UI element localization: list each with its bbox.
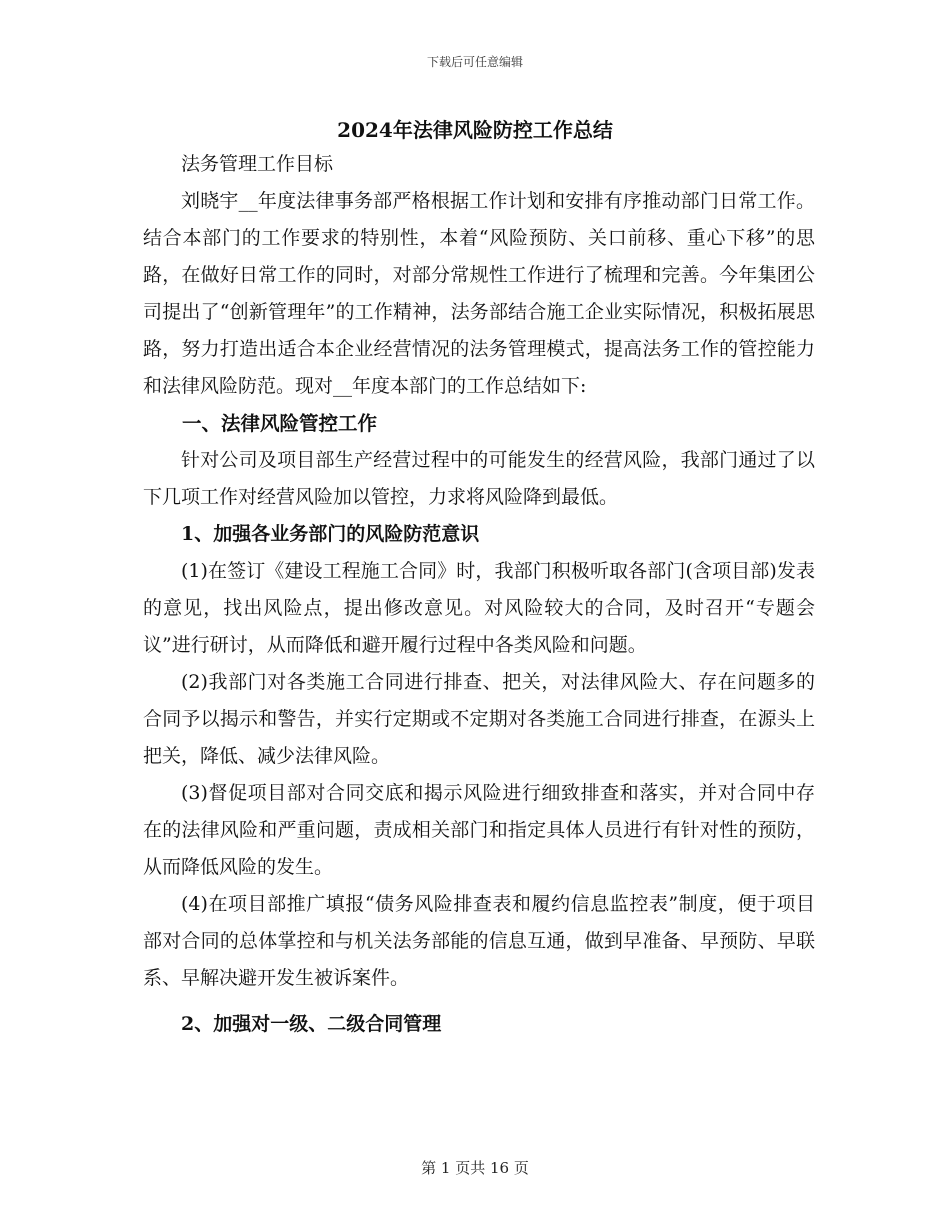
page-footer: 第 1 页共 16 页 — [421, 1159, 529, 1177]
subtitle: 法务管理工作目标 — [181, 153, 334, 175]
list-item: (2)我部门对各类施工合同进行排查、把关，对法律风险大、存在问题多的合同予以揭示和警告，并实行定期或不定期对各类施工合同进行排查，在源头上把关，降低、减少法律风险。 — [143, 671, 815, 767]
page-header: 下载后可任意编辑 — [426, 55, 523, 69]
list-item: (1)在签订《建设工程施工合同》时，我部门积极听取各部门(含项目部)发表的意见，找出风险点，提出修改意见。对风险较大的合同，及时召开“专题会议”进行研讨，从而降低和避开履行过程中各类风险和问题。 — [143, 560, 815, 656]
list-item: (3)督促项目部对合同交底和揭示风险进行细致排查和落实，并对合同中存在的法律风险和严重问题，责成相关部门和指定具体人员进行有针对性的预防，从而降低风险的发生。 — [143, 782, 815, 878]
list-item: (4)在项目部推广填报“债务风险排查表和履约信息监控表”制度，便于项目部对合同的总体掌控和与机关法务部能的信息互通，做到早准备、早预防、早联系、早解决避开发生被诉案件。 — [143, 893, 815, 989]
subsection-2-heading: 2、加强对一级、二级合同管理 — [181, 1013, 442, 1035]
document-title: 2024年法律风险防控工作总结 — [337, 118, 613, 142]
document-body — [143, 146, 815, 1043]
intro-paragraph: 刘晓宇__年度法律事务部严格根据工作计划和安排有序推动部门日常工作。结合本部门的工作要求的特别性，本着“风险预防、关口前移、重心下移”的思路，在做好日常工作的同时，对部分常规性工作进行了梳理和完善。今年集团公司提出了“创新管理年”的工作精神，法务部结合施工企业实际情况，积极拓展思路，努力打造出适合本企业经营情况的法务管理模式，提高法务工作的管控能力和法律风险防范。现对__年度本部门的工作总结如下: — [143, 190, 815, 397]
section-1-heading: 一、法律风险管控工作 — [182, 412, 378, 435]
section-1-intro: 针对公司及项目部生产经营过程中的可能发生的经营风险，我部门通过了以下几项工作对经营风险加以管控，力求将风险降到最低。 — [143, 449, 815, 508]
subsection-1-heading: 1、加强各业务部门的风险防范意识 — [181, 523, 480, 545]
